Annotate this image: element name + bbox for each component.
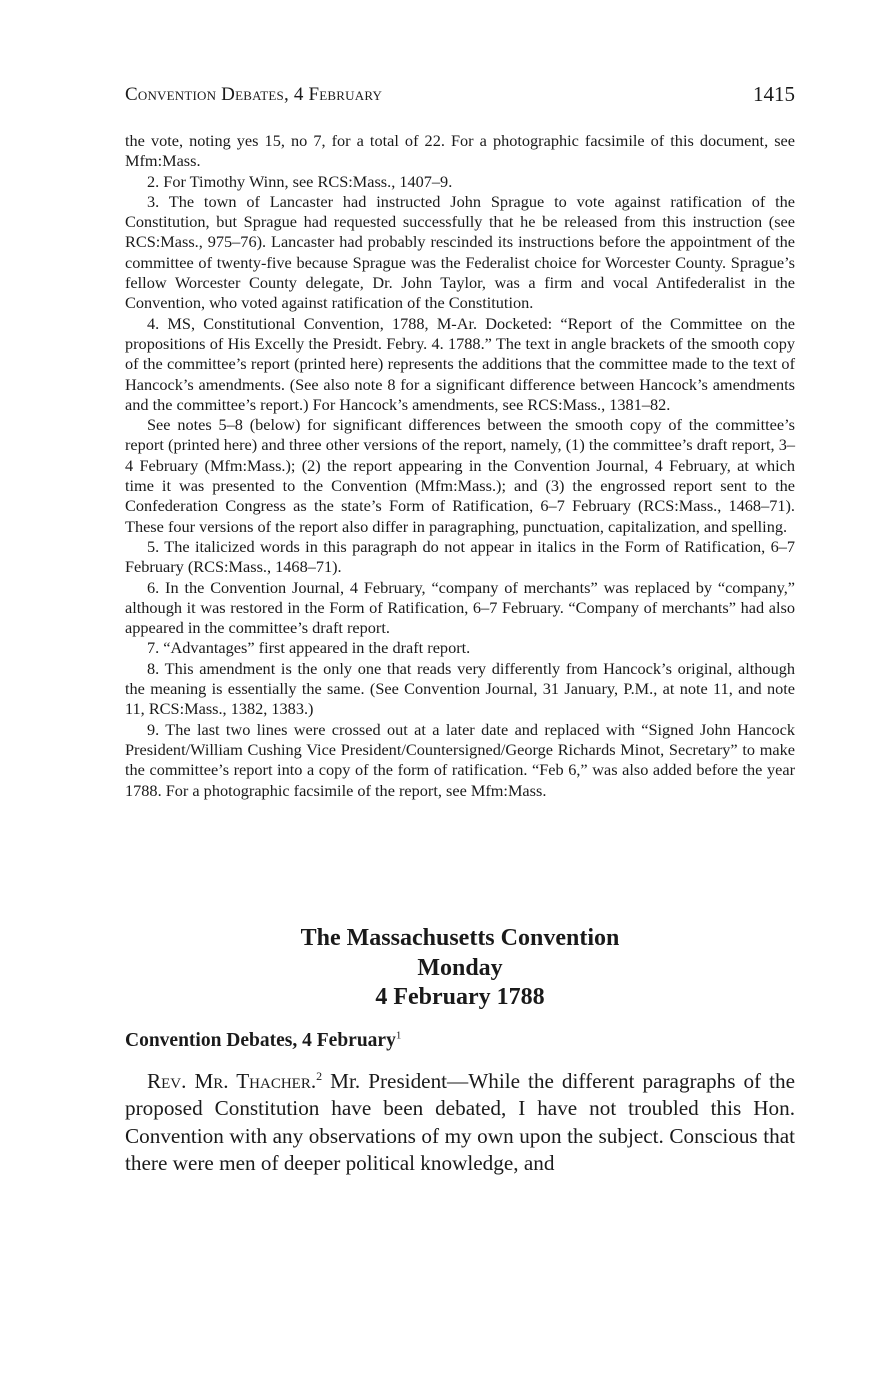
note-continuation: the vote, noting yes 15, no 7, for a total of 22. For a photographic facsimile of this document, see Mfm:Mass. <box>125 131 795 171</box>
section-heading <box>125 924 795 1013</box>
debate-text: Mr. President—While the different paragraphs of the proposed Constitution have been debated, I have not troubled this Hon. Convention with any observations of my own upon the subject. Conscious that there were men of deeper political knowledge, and <box>125 1069 796 1176</box>
endnotes <box>125 131 795 801</box>
speaker-footnote: 2 <box>316 1068 323 1083</box>
note-2: 2. For Timothy Winn, see RCS:Mass., 1407–9. <box>147 171 453 191</box>
debates-heading <box>125 1030 401 1052</box>
note-4-continued: See notes 5–8 (below) for significant differences between the smooth copy of the committee’s report (printed here) and three other versions of the report, namely, (1) the committee’s draft report, 3–4 February (Mfm:Mass.); (2) the report appearing in the Convention Journal, 4 February, at which time it was presented to the Convention (Mfm:Mass.); and (3) the engrossed report sent to the Confederation Congress as the state’s Form of Ratification, 6–7 February (RCS:Mass., 1468–71). These four versions of the report also differ in paragraphing, punctuation, capitalization, and spelling. <box>125 415 795 536</box>
running-title: Convention Debates, 4 February <box>125 84 383 105</box>
section-date: 4 February 1788 <box>375 984 545 1010</box>
section-title: The Massachusetts Convention <box>300 925 620 951</box>
note-4: 4. MS, Constitutional Convention, 1788, M-Ar. Docketed: “Report of the Committee on the propositions of His Excelly the Presidt. Febry. 4. 1788.” The text in angle brackets of the smooth copy of the committee’s report (printed here) represents the additions that the committee made to the text of Hancock’s amendments. (See also note 8 for a significant difference between Hancock’s amendments and the committee’s report.) For Hancock’s amendments, see RCS:Mass., 1381–82. <box>125 313 795 414</box>
running-head <box>125 82 795 110</box>
note-3: 3. The town of Lancaster had instructed John Sprague to vote against ratification of the Constitution, but Sprague had requested successfully that he be released from this instruction (see RCS:Mass., 975–76). Lancaster had probably rescinded its instructions before the appointment of the committee of twenty-five because Sprague was the Federalist choice for Worcester County. Sprague’s fellow Worcester County delegate, Dr. John Taylor, was a firm and vocal Antifederalist in the Convention, who voted against ratification of the Constitution. <box>125 191 795 313</box>
note-7: 7. “Advantages” first appeared in the draft report. <box>147 638 471 658</box>
debate-body <box>125 1068 795 1178</box>
note-9: 9. The last two lines were crossed out at a later date and replaced with “Signed John Hancock President/William Cushing Vice President/Countersigned/George Richards Minot, Secretary” to make the committee’s report into a copy of the form of ratification. “Feb 6,” was also added before the year 1788. For a photographic facsimile of the report, see Mfm:Mass. <box>125 719 795 800</box>
note-5: 5. The italicized words in this paragraph do not appear in italics in the Form of Ratification, 6–7 February (RCS:Mass., 1468–71). <box>125 536 795 577</box>
note-8: 8. This amendment is the only one that reads very differently from Hancock’s original, although the meaning is essentially the same. (See Convention Journal, 31 January, P.M., at note 11, and note 11, RCS:Mass., 1382, 1383.) <box>125 658 795 719</box>
speaker-name: Rev. Mr. Thacher. <box>147 1069 317 1093</box>
note-6: 6. In the Convention Journal, 4 February, “company of merchants” was replaced by “company,” although it was restored in the Form of Ratification, 6–7 February. “Company of merchants” had also appeared in the committee’s draft report. <box>125 577 795 638</box>
debate-paragraph <box>125 1068 795 1178</box>
page-number: 1415 <box>753 82 795 106</box>
debates-heading-footnote: 1 <box>395 1029 402 1042</box>
debates-heading-text: Convention Debates, 4 February <box>125 1030 396 1051</box>
section-day: Monday <box>417 954 503 981</box>
